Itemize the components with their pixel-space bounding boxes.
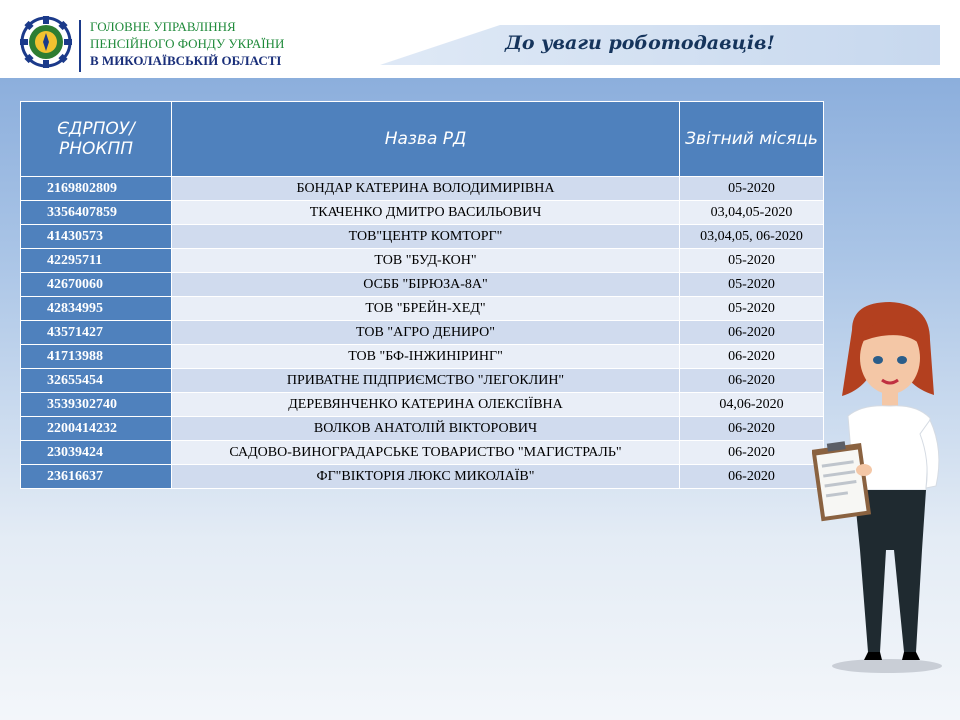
- table-row: [21, 321, 824, 345]
- table-row: [21, 249, 824, 273]
- logo-divider: [79, 20, 81, 72]
- cell-month: 06-2020: [680, 465, 824, 489]
- cell-month: 05-2020: [680, 273, 824, 297]
- cell-name: БОНДАР КАТЕРИНА ВОЛОДИМИРІВНА: [172, 177, 680, 201]
- table-row: [21, 201, 824, 225]
- cell-name: ФГ"ВІКТОРІЯ ЛЮКС МИКОЛАЇВ": [172, 465, 680, 489]
- cell-name: САДОВО-ВИНОГРАДАРСЬКЕ ТОВАРИСТВО "МАГИСТРАЛЬ": [172, 441, 680, 465]
- cell-name: ТОВ "БУД-КОН": [172, 249, 680, 273]
- woman-with-clipboard-illustration: [812, 300, 960, 680]
- pension-fund-logo-icon: [20, 16, 72, 68]
- cell-month: 03,04,05-2020: [680, 201, 824, 225]
- cell-name: ТОВ "АГРО ДЕНИРО": [172, 321, 680, 345]
- table-header-row: [21, 102, 824, 177]
- org-name-line3: В МИКОЛАЇВСЬКІЙ ОБЛАСТІ: [90, 53, 282, 68]
- cell-name: ТОВ "БФ-ІНЖИНІРИНГ": [172, 345, 680, 369]
- cell-code: 23039424: [21, 441, 172, 465]
- cell-month: 06-2020: [680, 417, 824, 441]
- notice-title: До уваги роботодавців!: [505, 32, 775, 54]
- cell-code: 2200414232: [21, 417, 172, 441]
- table-row: [21, 345, 824, 369]
- cell-name: ВОЛКОВ АНАТОЛІЙ ВІКТОРОВИЧ: [172, 417, 680, 441]
- cell-code: 3356407859: [21, 201, 172, 225]
- cell-code: 42834995: [21, 297, 172, 321]
- cell-code: 42670060: [21, 273, 172, 297]
- cell-month: 06-2020: [680, 369, 824, 393]
- cell-name: ТОВ "БРЕЙН-ХЕД": [172, 297, 680, 321]
- cell-name: ТКАЧЕНКО ДМИТРО ВАСИЛЬОВИЧ: [172, 201, 680, 225]
- cell-month: 05-2020: [680, 249, 824, 273]
- column-header-code: ЄДРПОУ/ РНОКПП: [21, 102, 172, 177]
- table-row: [21, 417, 824, 441]
- employers-table-wrap: [20, 101, 823, 489]
- table-row: [21, 465, 824, 489]
- cell-name: ОСББ "БІРЮЗА-8А": [172, 273, 680, 297]
- cell-code: 42295711: [21, 249, 172, 273]
- table-row: [21, 393, 824, 417]
- cell-month: 04,06-2020: [680, 393, 824, 417]
- cell-name: ПРИВАТНЕ ПІДПРИЄМСТВО "ЛЕГОКЛИН": [172, 369, 680, 393]
- cell-name: ТОВ"ЦЕНТР КОМТОРГ": [172, 225, 680, 249]
- cell-month: 05-2020: [680, 177, 824, 201]
- cell-month: 03,04,05, 06-2020: [680, 225, 824, 249]
- cell-month: 05-2020: [680, 297, 824, 321]
- table-row: [21, 369, 824, 393]
- cell-code: 2169802809: [21, 177, 172, 201]
- column-header-name: Назва РД: [172, 102, 680, 177]
- cell-code: 23616637: [21, 465, 172, 489]
- table-row: [21, 297, 824, 321]
- cell-code: 43571427: [21, 321, 172, 345]
- cell-code: 32655454: [21, 369, 172, 393]
- cell-month: 06-2020: [680, 345, 824, 369]
- table-row: [21, 225, 824, 249]
- table-row: [21, 177, 824, 201]
- table-row: [21, 273, 824, 297]
- org-name-line2: ПЕНСІЙНОГО ФОНДУ УКРАЇНИ: [90, 36, 285, 51]
- employers-table: [20, 101, 824, 489]
- cell-code: 41713988: [21, 345, 172, 369]
- cell-name: ДЕРЕВЯНЧЕНКО КАТЕРИНА ОЛЕКСІЇВНА: [172, 393, 680, 417]
- cell-month: 06-2020: [680, 321, 824, 345]
- table-row: [21, 441, 824, 465]
- column-header-month: Звітний місяць: [680, 102, 824, 177]
- cell-code: 3539302740: [21, 393, 172, 417]
- organization-name: [90, 18, 380, 69]
- org-name-line1: ГОЛОВНЕ УПРАВЛІННЯ: [90, 19, 236, 34]
- cell-month: 06-2020: [680, 441, 824, 465]
- cell-code: 41430573: [21, 225, 172, 249]
- table-body: [21, 177, 824, 489]
